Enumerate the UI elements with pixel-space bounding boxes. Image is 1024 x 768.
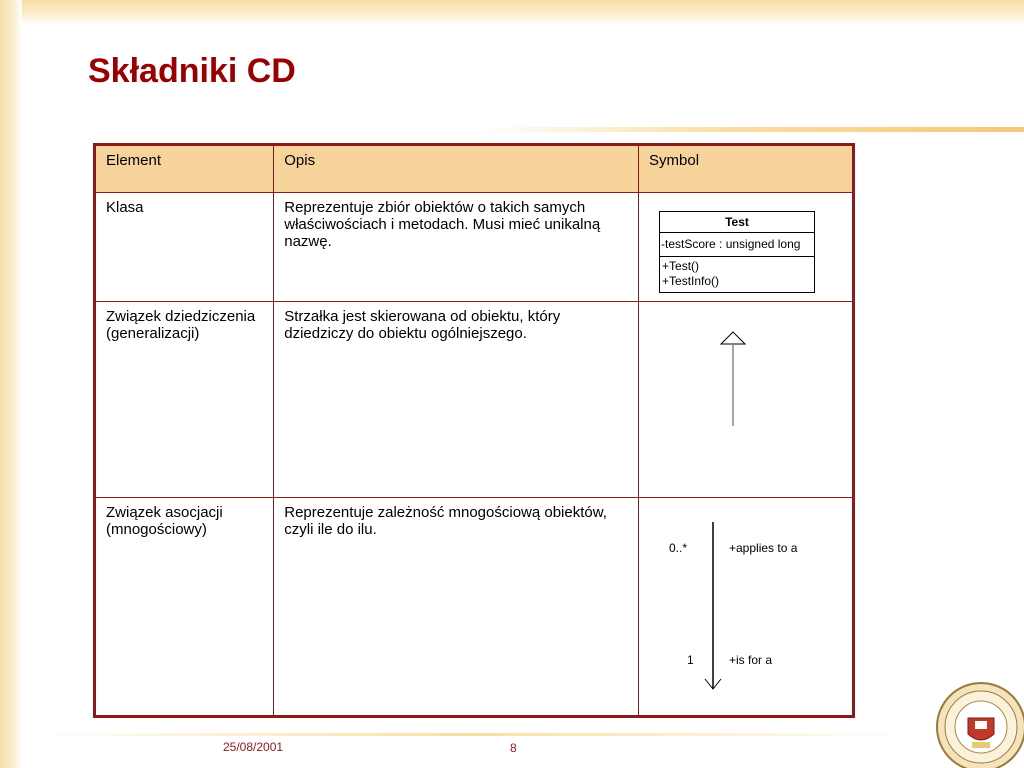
title-divider — [480, 127, 1024, 132]
table-row — [95, 193, 854, 302]
cell-opis: Reprezentuje zależność mnogościową obiektów, czyli ile do ilu. — [274, 498, 639, 717]
cell-element: Związek asocjacji (mnogościowy) — [95, 498, 274, 717]
table-row — [95, 302, 854, 498]
uml-class-operations — [660, 257, 814, 292]
cell-opis: Strzałka jest skierowana od obiektu, który dziedziczy do obiektu ogólniejszego. — [274, 302, 639, 498]
uml-class-symbol — [659, 211, 815, 293]
cell-opis: Reprezentuje zbiór obiektów o takich samych właściwościach i metodach. Musi mieć unikalną nazwę. — [274, 193, 639, 302]
generalization-arrow-icon — [649, 308, 839, 438]
cell-symbol — [639, 193, 854, 302]
association-arrow-icon — [649, 504, 839, 694]
header-opis: Opis — [274, 145, 639, 193]
table-row — [95, 498, 854, 717]
university-seal-logo — [934, 680, 1024, 768]
top-multiplicity: 0..* — [669, 541, 688, 555]
table-header-row — [95, 145, 854, 193]
cell-symbol — [639, 498, 854, 717]
uml-operation: +Test() — [662, 259, 700, 273]
uml-operation: +TestInfo() — [662, 274, 720, 288]
bottom-role: +is for a — [729, 653, 773, 667]
footer-date: 25/08/2001 — [223, 740, 284, 754]
bottom-multiplicity: 1 — [687, 653, 694, 667]
top-decorative-band — [0, 0, 1024, 24]
page-number: 8 — [510, 741, 517, 755]
top-role: +applies to a — [729, 541, 798, 555]
cell-element: Związek dziedziczenia (generalizacji) — [95, 302, 274, 498]
cell-symbol — [639, 302, 854, 498]
uml-class-name: Test — [660, 212, 814, 233]
slide-title: Składniki CD — [88, 52, 296, 90]
components-table — [93, 143, 855, 718]
header-symbol: Symbol — [639, 145, 854, 193]
footer-divider — [30, 733, 910, 736]
header-element: Element — [95, 145, 274, 193]
uml-class-attribute: -testScore : unsigned long — [660, 233, 814, 257]
cell-element: Klasa — [95, 193, 274, 302]
left-decorative-band — [0, 0, 22, 768]
